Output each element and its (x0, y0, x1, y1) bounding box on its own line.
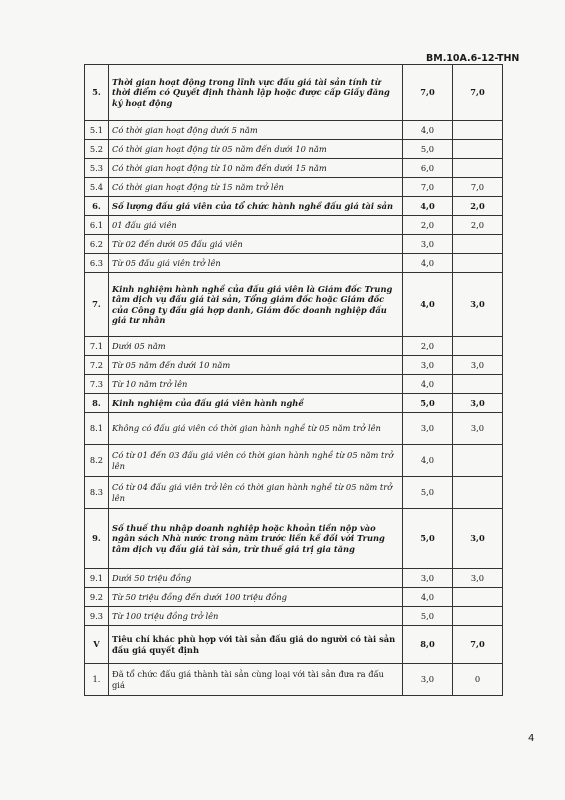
max-score: 5,0 (403, 140, 453, 159)
criteria-number: 5.1 (85, 121, 109, 140)
assigned-score: 2,0 (453, 216, 503, 235)
criteria-number: 5. (85, 65, 109, 121)
criteria-number: 7.2 (85, 356, 109, 375)
criteria-table (84, 64, 503, 696)
criteria-number: 1. (85, 664, 109, 696)
assigned-score: 3,0 (453, 509, 503, 569)
page-number: 4 (528, 733, 535, 744)
criteria-number: 6. (85, 197, 109, 216)
max-score: 6,0 (403, 159, 453, 178)
criteria-number: 9.3 (85, 607, 109, 626)
assigned-score: 3,0 (453, 569, 503, 588)
criteria-description: Từ 10 năm trở lên (109, 375, 403, 394)
assigned-score (453, 159, 503, 178)
criteria-number: 7.1 (85, 337, 109, 356)
criteria-row (85, 664, 503, 696)
criteria-row (85, 159, 503, 178)
criteria-number: 9.2 (85, 588, 109, 607)
max-score: 5,0 (403, 394, 453, 413)
criteria-number: 6.2 (85, 235, 109, 254)
max-score: 4,0 (403, 445, 453, 477)
criteria-number: 6.1 (85, 216, 109, 235)
criteria-number: 8.1 (85, 413, 109, 445)
criteria-description: Có từ 04 đấu giá viên trở lên có thời gian hành nghề từ 05 năm trở lên (109, 477, 403, 509)
criteria-number: 5.4 (85, 178, 109, 197)
assigned-score (453, 375, 503, 394)
max-score: 4,0 (403, 254, 453, 273)
criteria-row (85, 607, 503, 626)
max-score: 3,0 (403, 413, 453, 445)
criteria-number: 7. (85, 273, 109, 337)
criteria-row (85, 356, 503, 375)
criteria-description: Có thời gian hoạt động dưới 5 năm (109, 121, 403, 140)
criteria-description: Thời gian hoạt động trong lĩnh vực đấu giá tài sản tính từ thời điểm có Quyết định thành lập hoặc được cấp Giấy đăng ký hoạt động (109, 65, 403, 121)
assigned-score (453, 235, 503, 254)
criteria-description: Có thời gian hoạt động từ 15 năm trở lên (109, 178, 403, 197)
max-score: 3,0 (403, 235, 453, 254)
criteria-number: 8.3 (85, 477, 109, 509)
criteria-number: 5.2 (85, 140, 109, 159)
criteria-row (85, 626, 503, 664)
criteria-row (85, 216, 503, 235)
criteria-description: Tiêu chí khác phù hợp với tài sản đấu giá do người có tài sản đấu giá quyết định (109, 626, 403, 664)
criteria-number: 8. (85, 394, 109, 413)
criteria-row (85, 197, 503, 216)
max-score: 5,0 (403, 477, 453, 509)
assigned-score (453, 337, 503, 356)
criteria-description: 01 đấu giá viên (109, 216, 403, 235)
criteria-description: Không có đấu giá viên có thời gian hành nghề từ 05 năm trở lên (109, 413, 403, 445)
criteria-description: Đã tổ chức đấu giá thành tài sản cùng loại với tài sản đưa ra đấu giá (109, 664, 403, 696)
criteria-number: 9.1 (85, 569, 109, 588)
criteria-number: 6.3 (85, 254, 109, 273)
criteria-row (85, 445, 503, 477)
criteria-number: 7.3 (85, 375, 109, 394)
criteria-row (85, 254, 503, 273)
criteria-description: Dưới 05 năm (109, 337, 403, 356)
criteria-row (85, 477, 503, 509)
assigned-score: 2,0 (453, 197, 503, 216)
assigned-score (453, 445, 503, 477)
assigned-score (453, 588, 503, 607)
criteria-row (85, 178, 503, 197)
max-score: 3,0 (403, 569, 453, 588)
criteria-row (85, 569, 503, 588)
max-score: 4,0 (403, 273, 453, 337)
criteria-description: Số lượng đấu giá viên của tổ chức hành nghề đấu giá tài sản (109, 197, 403, 216)
assigned-score: 0 (453, 664, 503, 696)
criteria-description: Từ 02 đến dưới 05 đấu giá viên (109, 235, 403, 254)
criteria-row (85, 140, 503, 159)
max-score: 3,0 (403, 664, 453, 696)
criteria-row (85, 413, 503, 445)
max-score: 5,0 (403, 607, 453, 626)
criteria-row (85, 273, 503, 337)
criteria-row (85, 121, 503, 140)
criteria-description: Từ 05 năm đến dưới 10 năm (109, 356, 403, 375)
criteria-description: Có thời gian hoạt động từ 05 năm đến dưới 10 năm (109, 140, 403, 159)
criteria-number: 5.3 (85, 159, 109, 178)
assigned-score: 7,0 (453, 626, 503, 664)
max-score: 7,0 (403, 65, 453, 121)
criteria-description: Từ 50 triệu đồng đến dưới 100 triệu đồng (109, 588, 403, 607)
assigned-score (453, 140, 503, 159)
max-score: 8,0 (403, 626, 453, 664)
assigned-score: 3,0 (453, 356, 503, 375)
assigned-score: 3,0 (453, 394, 503, 413)
max-score: 5,0 (403, 509, 453, 569)
criteria-row (85, 509, 503, 569)
max-score: 4,0 (403, 375, 453, 394)
criteria-description: Từ 05 đấu giá viên trở lên (109, 254, 403, 273)
criteria-table-body (85, 65, 503, 696)
criteria-number: V (85, 626, 109, 664)
assigned-score (453, 607, 503, 626)
assigned-score (453, 254, 503, 273)
assigned-score: 7,0 (453, 65, 503, 121)
criteria-row (85, 235, 503, 254)
max-score: 4,0 (403, 197, 453, 216)
criteria-description: Dưới 50 triệu đồng (109, 569, 403, 588)
criteria-row (85, 588, 503, 607)
criteria-number: 9. (85, 509, 109, 569)
assigned-score (453, 477, 503, 509)
criteria-number: 8.2 (85, 445, 109, 477)
max-score: 4,0 (403, 588, 453, 607)
assigned-score (453, 121, 503, 140)
criteria-row (85, 375, 503, 394)
criteria-row (85, 65, 503, 121)
criteria-row (85, 394, 503, 413)
assigned-score: 7,0 (453, 178, 503, 197)
assigned-score: 3,0 (453, 273, 503, 337)
criteria-description: Kinh nghiệm của đấu giá viên hành nghề (109, 394, 403, 413)
criteria-description: Số thuế thu nhập doanh nghiệp hoặc khoản tiền nộp vào ngân sách Nhà nước trong năm trước liền kề đối với Trung tâm dịch vụ đấu giá tài sản, trừ thuế giá trị gia tăng (109, 509, 403, 569)
max-score: 4,0 (403, 121, 453, 140)
criteria-row (85, 337, 503, 356)
criteria-description: Từ 100 triệu đồng trở lên (109, 607, 403, 626)
form-code: BM.10A.6-12-THN (426, 53, 520, 64)
assigned-score: 3,0 (453, 413, 503, 445)
max-score: 2,0 (403, 337, 453, 356)
max-score: 2,0 (403, 216, 453, 235)
max-score: 3,0 (403, 356, 453, 375)
criteria-description: Kinh nghiệm hành nghề của đấu giá viên là Giám đốc Trung tâm dịch vụ đấu giá tài sản, Tổng giám đốc hoặc Giám đốc của Công ty đấu giá hợp danh, Giám đốc doanh nghiệp đấu giá tư nhân (109, 273, 403, 337)
criteria-description: Có từ 01 đến 03 đấu giá viên có thời gian hành nghề từ 05 năm trở lên (109, 445, 403, 477)
max-score: 7,0 (403, 178, 453, 197)
criteria-description: Có thời gian hoạt động từ 10 năm đến dưới 15 năm (109, 159, 403, 178)
